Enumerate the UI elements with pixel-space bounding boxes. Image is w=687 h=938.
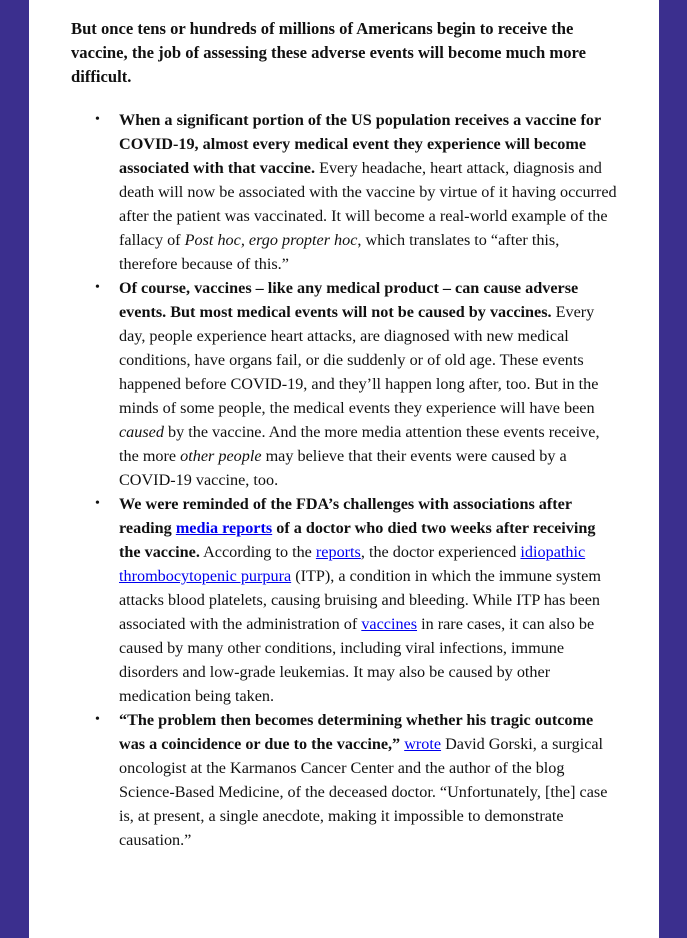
item-bold-text: When a significant portion of the US population receives a vaccine for COVID-19, almost every medical event they experience will become associated with that vaccine. (119, 111, 601, 177)
list-item (95, 492, 619, 708)
item-text: David Gorski, a surgical oncologist at the Karmanos Cancer Center and the author of the blog Science-Based Medicine, of the deceased doctor. “Unfortunately, [the] case is, at present, a single anecdote, making it impossible to demonstrate causation.” (119, 735, 608, 849)
list-item (95, 708, 619, 852)
item-text: Every day, people experience heart attacks, are diagnosed with new medical conditions, have organs fail, or die suddenly or of old age. These events happened before COVID-19, and they’ll happen long after, too. But in the minds of some people, the medical events they experience will have been (119, 303, 599, 417)
bullet-icon: • (95, 112, 100, 127)
bullet-icon: • (95, 712, 100, 727)
item-text: , which translates to “after this, therefore because of this.” (119, 231, 560, 273)
bullet-list (95, 108, 619, 852)
item-italic-text: other people (180, 447, 262, 465)
item-bold-text-part: We were reminded of the FDA’s challenges with associations after reading (119, 495, 572, 537)
list-item (95, 276, 619, 492)
media-reports-link[interactable]: media reports (175, 519, 273, 537)
item-text: According to the (199, 543, 316, 561)
list-item (95, 108, 619, 276)
item-text: Every headache, heart attack, diagnosis and death will now be associated with the vaccine by virtue of it having occurred after the patient was vaccinated. It will become a real-world example of the fallacy of (119, 159, 617, 249)
wrote-link[interactable]: wrote (404, 735, 442, 753)
item-bold-text: Of course, vaccines – like any medical product – can cause adverse events. But most medical events will not be caused by vaccines. (119, 279, 579, 321)
itp-link[interactable]: idiopathic thrombocytopenic purpura (119, 543, 586, 585)
vaccines-link[interactable]: vaccines (361, 615, 418, 633)
reports-link[interactable]: reports (315, 543, 361, 561)
item-text: , the doctor experienced (360, 543, 521, 561)
item-italic-text: Post hoc, ergo propter hoc (184, 231, 358, 249)
item-bold-text: “The problem then becomes determining whether his tragic outcome was a coincidence or due to the vaccine,” (119, 711, 594, 753)
article-page (29, 0, 659, 938)
bullet-icon: • (95, 496, 100, 511)
intro-paragraph: But once tens or hundreds of millions of Americans begin to receive the vaccine, the job of assessing these adverse events will become much more difficult. (71, 19, 586, 86)
item-italic-text: caused (119, 423, 164, 441)
item-bold-text-part: of a doctor who died two weeks after receiving the vaccine. (119, 519, 596, 561)
item-text: by the vaccine. And the more media attention these events receive, the more (119, 423, 600, 465)
item-text: (ITP), a condition in which the immune system attacks blood platelets, causing bruising and bleeding. While ITP has been associated with the administration of (119, 567, 601, 633)
bullet-icon: • (95, 280, 100, 295)
item-text: in rare cases, it can also be caused by many other conditions, including viral infections, immune disorders and low-grade leukemias. It may also be caused by other medication being taken. (119, 615, 595, 705)
item-text: may believe that their events were caused by a COVID-19 vaccine, too. (119, 447, 567, 489)
